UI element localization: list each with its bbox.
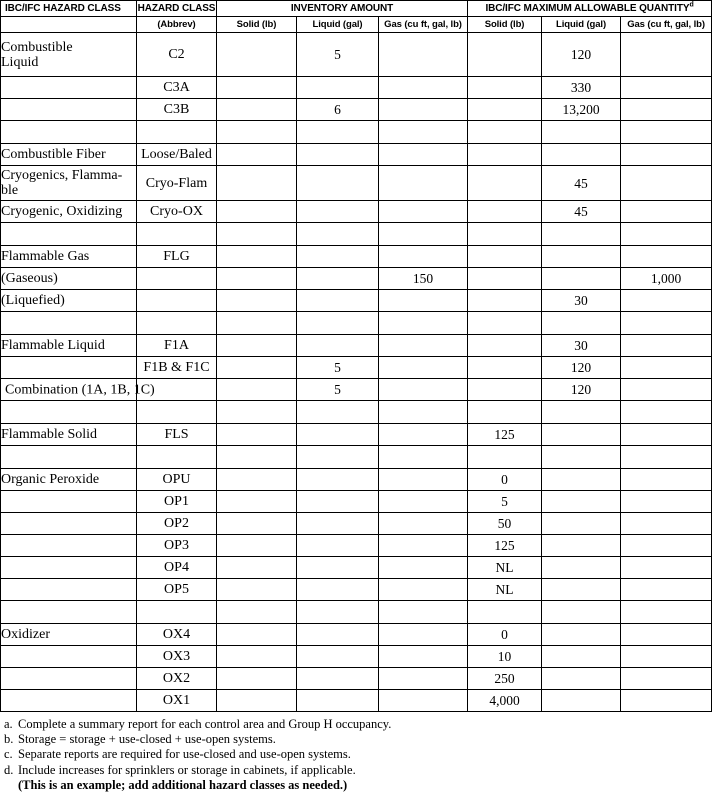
cell-maq-gas xyxy=(621,144,712,166)
cell-maq-solid: 125 xyxy=(468,535,542,557)
cell-inventory-gas xyxy=(379,469,468,491)
cell-inventory-gas xyxy=(379,246,468,268)
cell-inventory-solid xyxy=(217,513,297,535)
cell-inventory-liquid xyxy=(297,469,379,491)
table-row xyxy=(1,121,712,144)
footnote-marker: c. xyxy=(4,747,13,762)
cell-maq-solid: 0 xyxy=(468,469,542,491)
table-row xyxy=(1,201,712,223)
cell-maq-gas xyxy=(621,557,712,579)
cell-maq-liquid xyxy=(542,601,621,624)
cell-inventory-solid xyxy=(217,223,297,246)
cell-hazard-class: (Gaseous) xyxy=(1,268,137,290)
cell-inventory-solid xyxy=(217,401,297,424)
cell-abbrev xyxy=(137,401,217,424)
cell-hazard-class xyxy=(1,513,137,535)
cell-inventory-solid xyxy=(217,357,297,379)
footnote-text: Separate reports are required for use-closed and use-open systems. xyxy=(18,747,351,762)
cell-inventory-liquid xyxy=(297,624,379,646)
cell-abbrev: C3B xyxy=(137,99,217,121)
cell-inventory-liquid xyxy=(297,401,379,424)
cell-inventory-liquid xyxy=(297,579,379,601)
subheader-maq-gas: Gas (cu ft, gal, lb) xyxy=(621,17,712,33)
table-row xyxy=(1,646,712,668)
table-row xyxy=(1,535,712,557)
table-row xyxy=(1,357,712,379)
cell-hazard-class xyxy=(1,401,137,424)
cell-maq-gas xyxy=(621,491,712,513)
cell-abbrev: OX3 xyxy=(137,646,217,668)
cell-inventory-solid xyxy=(217,491,297,513)
cell-inventory-solid xyxy=(217,290,297,312)
cell-maq-solid xyxy=(468,379,542,401)
cell-maq-liquid: 13,200 xyxy=(542,99,621,121)
cell-maq-liquid xyxy=(542,557,621,579)
cell-abbrev xyxy=(137,121,217,144)
header-hazard-class: HAZARD CLASS xyxy=(137,1,217,17)
cell-maq-gas xyxy=(621,601,712,624)
cell-inventory-liquid xyxy=(297,223,379,246)
cell-maq-gas xyxy=(621,446,712,469)
cell-inventory-liquid xyxy=(297,77,379,99)
cell-maq-solid: 5 xyxy=(468,491,542,513)
cell-inventory-solid xyxy=(217,312,297,335)
cell-maq-gas xyxy=(621,646,712,668)
table-row xyxy=(1,246,712,268)
table-row xyxy=(1,446,712,469)
cell-inventory-liquid: 5 xyxy=(297,357,379,379)
cell-hazard-class xyxy=(1,491,137,513)
cell-maq-liquid: 30 xyxy=(542,335,621,357)
cell-maq-liquid xyxy=(542,535,621,557)
cell-inventory-gas xyxy=(379,99,468,121)
footnote-marker: a. xyxy=(4,717,13,731)
cell-hazard-class: Oxidizer xyxy=(1,624,137,646)
cell-inventory-solid xyxy=(217,77,297,99)
cell-inventory-liquid xyxy=(297,312,379,335)
cell-inventory-gas xyxy=(379,357,468,379)
cell-inventory-gas xyxy=(379,401,468,424)
cell-maq-liquid xyxy=(542,513,621,535)
cell-inventory-liquid xyxy=(297,121,379,144)
cell-inventory-liquid xyxy=(297,166,379,201)
cell-maq-solid xyxy=(468,357,542,379)
footnote-item xyxy=(4,747,712,762)
cell-hazard-class: Combustible Liquid xyxy=(1,33,137,77)
cell-inventory-solid xyxy=(217,469,297,491)
cell-inventory-gas xyxy=(379,513,468,535)
table-row xyxy=(1,557,712,579)
cell-maq-gas xyxy=(621,121,712,144)
table-row xyxy=(1,223,712,246)
cell-maq-liquid: 45 xyxy=(542,166,621,201)
table-row xyxy=(1,268,712,290)
cell-abbrev: OP1 xyxy=(137,491,217,513)
cell-inventory-liquid xyxy=(297,535,379,557)
cell-maq-solid xyxy=(468,121,542,144)
cell-hazard-class-label: Combination (1A, 1B, 1C) xyxy=(5,382,155,397)
cell-inventory-solid xyxy=(217,379,297,401)
cell-abbrev: C3A xyxy=(137,77,217,99)
cell-maq-gas xyxy=(621,201,712,223)
cell-inventory-liquid xyxy=(297,491,379,513)
footnote-text: Complete a summary report for each control area and Group H occupancy. xyxy=(18,717,392,731)
footnote-item xyxy=(4,778,712,793)
cell-inventory-gas xyxy=(379,446,468,469)
cell-maq-gas xyxy=(621,401,712,424)
cell-inventory-solid xyxy=(217,121,297,144)
cell-inventory-gas xyxy=(379,535,468,557)
table-row xyxy=(1,335,712,357)
cell-maq-solid xyxy=(468,446,542,469)
footnote-item xyxy=(4,763,712,778)
table-row xyxy=(1,424,712,446)
cell-inventory-gas xyxy=(379,144,468,166)
cell-maq-solid xyxy=(468,166,542,201)
cell-hazard-class xyxy=(1,601,137,624)
cell-inventory-solid xyxy=(217,268,297,290)
cell-hazard-class: Cryogenics, Flamma- ble xyxy=(1,166,137,201)
cell-hazard-class xyxy=(1,357,137,379)
subheader-abbrev: (Abbrev) xyxy=(137,17,217,33)
cell-maq-solid xyxy=(468,290,542,312)
cell-abbrev: OX2 xyxy=(137,668,217,690)
cell-inventory-liquid xyxy=(297,335,379,357)
cell-inventory-gas: 150 xyxy=(379,268,468,290)
cell-inventory-gas xyxy=(379,379,468,401)
cell-maq-solid xyxy=(468,77,542,99)
cell-abbrev: OP3 xyxy=(137,535,217,557)
cell-maq-gas xyxy=(621,379,712,401)
cell-maq-liquid xyxy=(542,668,621,690)
cell-maq-liquid: 120 xyxy=(542,357,621,379)
cell-maq-solid xyxy=(468,201,542,223)
table-row xyxy=(1,290,712,312)
cell-hazard-class xyxy=(1,223,137,246)
cell-maq-gas xyxy=(621,223,712,246)
cell-inventory-gas xyxy=(379,312,468,335)
cell-maq-solid: 10 xyxy=(468,646,542,668)
cell-maq-liquid xyxy=(542,246,621,268)
cell-hazard-class xyxy=(1,77,137,99)
footnote-item xyxy=(4,717,712,732)
cell-hazard-class xyxy=(1,690,137,712)
cell-abbrev xyxy=(137,290,217,312)
cell-maq-solid: 0 xyxy=(468,624,542,646)
cell-maq-liquid xyxy=(542,469,621,491)
cell-inventory-solid xyxy=(217,246,297,268)
cell-maq-solid: 50 xyxy=(468,513,542,535)
cell-inventory-solid xyxy=(217,624,297,646)
table-row xyxy=(1,144,712,166)
cell-maq-solid xyxy=(468,99,542,121)
cell-inventory-solid xyxy=(217,601,297,624)
table-row xyxy=(1,379,712,401)
header-ibc-hazard-class: IBC/IFC HAZARD CLASS xyxy=(1,1,137,17)
cell-abbrev: F1A xyxy=(137,335,217,357)
cell-abbrev: FLG xyxy=(137,246,217,268)
cell-abbrev: OX4 xyxy=(137,624,217,646)
cell-inventory-liquid xyxy=(297,144,379,166)
cell-hazard-class: Flammable Liquid xyxy=(1,335,137,357)
cell-abbrev xyxy=(137,268,217,290)
cell-abbrev: OPU xyxy=(137,469,217,491)
table-row xyxy=(1,99,712,121)
table-header xyxy=(1,1,712,33)
cell-inventory-gas xyxy=(379,601,468,624)
footnote-text: (This is an example; add additional hazard classes as needed.) xyxy=(18,777,348,792)
cell-hazard-class xyxy=(1,646,137,668)
cell-maq-solid xyxy=(468,144,542,166)
cell-maq-liquid: 30 xyxy=(542,290,621,312)
cell-maq-liquid xyxy=(542,312,621,335)
cell-hazard-class: (Liquefied) xyxy=(1,290,137,312)
cell-maq-liquid xyxy=(542,268,621,290)
cell-hazard-class xyxy=(1,668,137,690)
cell-abbrev: Cryo-OX xyxy=(137,201,217,223)
cell-inventory-gas xyxy=(379,121,468,144)
cell-maq-gas xyxy=(621,246,712,268)
cell-inventory-solid xyxy=(217,579,297,601)
cell-maq-liquid xyxy=(542,579,621,601)
footnote-marker: b. xyxy=(4,732,14,747)
header-inventory-amount: INVENTORY AMOUNT xyxy=(217,1,468,17)
cell-inventory-gas xyxy=(379,33,468,77)
cell-inventory-liquid xyxy=(297,290,379,312)
cell-maq-liquid xyxy=(542,491,621,513)
cell-inventory-liquid xyxy=(297,246,379,268)
cell-inventory-solid xyxy=(217,424,297,446)
cell-maq-solid: 125 xyxy=(468,424,542,446)
cell-maq-liquid: 120 xyxy=(542,379,621,401)
cell-inventory-liquid xyxy=(297,690,379,712)
cell-maq-solid: 250 xyxy=(468,668,542,690)
cell-inventory-gas xyxy=(379,335,468,357)
cell-inventory-solid xyxy=(217,446,297,469)
cell-maq-liquid xyxy=(542,646,621,668)
cell-hazard-class: Cryogenic, Oxidizing xyxy=(1,201,137,223)
cell-inventory-solid xyxy=(217,646,297,668)
cell-inventory-liquid xyxy=(297,513,379,535)
cell-maq-liquid xyxy=(542,121,621,144)
cell-maq-liquid: 120 xyxy=(542,33,621,77)
cell-abbrev: OP2 xyxy=(137,513,217,535)
cell-abbrev: OP5 xyxy=(137,579,217,601)
cell-inventory-gas xyxy=(379,77,468,99)
cell-inventory-gas xyxy=(379,223,468,246)
cell-maq-gas xyxy=(621,535,712,557)
cell-inventory-solid xyxy=(217,690,297,712)
footnote-text: Storage = storage + use-closed + use-open systems. xyxy=(18,732,276,747)
cell-inventory-gas xyxy=(379,646,468,668)
subheader-inventory-gas: Gas (cu ft, gal, lb) xyxy=(379,17,468,33)
cell-inventory-liquid xyxy=(297,557,379,579)
cell-maq-gas xyxy=(621,469,712,491)
footnote-text: Include increases for sprinklers or storage in cabinets, if applicable. xyxy=(18,762,356,777)
cell-maq-solid xyxy=(468,312,542,335)
cell-inventory-gas xyxy=(379,424,468,446)
table-row xyxy=(1,77,712,99)
cell-maq-gas xyxy=(621,290,712,312)
cell-hazard-class xyxy=(1,557,137,579)
cell-hazard-class xyxy=(1,121,137,144)
cell-hazard-class xyxy=(1,535,137,557)
cell-abbrev: FLS xyxy=(137,424,217,446)
table-row xyxy=(1,33,712,77)
cell-inventory-gas xyxy=(379,668,468,690)
table-row xyxy=(1,491,712,513)
cell-maq-gas xyxy=(621,335,712,357)
cell-inventory-solid xyxy=(217,335,297,357)
cell-maq-gas xyxy=(621,357,712,379)
cell-maq-solid: NL xyxy=(468,557,542,579)
cell-maq-liquid xyxy=(542,144,621,166)
cell-maq-gas xyxy=(621,77,712,99)
header-maq-footnote-marker: d xyxy=(689,1,694,9)
cell-hazard-class: Flammable Solid xyxy=(1,424,137,446)
cell-maq-gas xyxy=(621,690,712,712)
cell-abbrev: OX1 xyxy=(137,690,217,712)
cell-inventory-gas xyxy=(379,491,468,513)
cell-maq-liquid xyxy=(542,424,621,446)
cell-inventory-liquid xyxy=(297,601,379,624)
cell-hazard-class xyxy=(1,312,137,335)
cell-abbrev: Cryo-Flam xyxy=(137,166,217,201)
subheader-maq-solid: Solid (lb) xyxy=(468,17,542,33)
cell-inventory-liquid xyxy=(297,646,379,668)
cell-maq-gas: 1,000 xyxy=(621,268,712,290)
table-row xyxy=(1,601,712,624)
cell-abbrev xyxy=(137,312,217,335)
cell-abbrev xyxy=(137,601,217,624)
cell-maq-gas xyxy=(621,312,712,335)
cell-abbrev: F1B & F1C xyxy=(137,357,217,379)
cell-inventory-gas xyxy=(379,557,468,579)
footnote-marker: d. xyxy=(4,762,14,777)
cell-inventory-liquid xyxy=(297,446,379,469)
cell-abbrev: OP4 xyxy=(137,557,217,579)
cell-maq-liquid: 330 xyxy=(542,77,621,99)
cell-hazard-class: Combustible Fiber xyxy=(1,144,137,166)
cell-maq-gas xyxy=(621,424,712,446)
cell-maq-gas xyxy=(621,579,712,601)
subheader-inventory-liquid: Liquid (gal) xyxy=(297,17,379,33)
table-row xyxy=(1,624,712,646)
table-body xyxy=(1,33,712,712)
table-row xyxy=(1,690,712,712)
cell-maq-gas xyxy=(621,99,712,121)
cell-inventory-liquid xyxy=(297,424,379,446)
cell-hazard-class xyxy=(1,379,155,401)
table-row xyxy=(1,312,712,335)
table-row xyxy=(1,513,712,535)
cell-maq-solid xyxy=(468,335,542,357)
subheader-inventory-solid: Solid (lb) xyxy=(217,17,297,33)
table-row xyxy=(1,166,712,201)
cell-inventory-gas xyxy=(379,201,468,223)
cell-maq-liquid xyxy=(542,223,621,246)
cell-inventory-solid xyxy=(217,535,297,557)
cell-inventory-solid xyxy=(217,201,297,223)
table-row xyxy=(1,401,712,424)
cell-inventory-solid xyxy=(217,144,297,166)
cell-inventory-liquid: 6 xyxy=(297,99,379,121)
cell-maq-gas xyxy=(621,33,712,77)
cell-maq-liquid: 45 xyxy=(542,201,621,223)
cell-abbrev: Loose/Baled xyxy=(137,144,217,166)
table-row xyxy=(1,579,712,601)
cell-maq-solid xyxy=(468,246,542,268)
cell-maq-gas xyxy=(621,624,712,646)
cell-hazard-class xyxy=(1,446,137,469)
header-row-sub xyxy=(1,17,712,33)
cell-maq-solid xyxy=(468,601,542,624)
footnotes xyxy=(0,717,712,793)
subheader-blank xyxy=(1,17,137,33)
cell-maq-solid xyxy=(468,268,542,290)
header-maq-text: IBC/IFC MAXIMUM ALLOWABLE QUANTITY xyxy=(485,3,690,14)
header-row-group xyxy=(1,1,712,17)
cell-hazard-class xyxy=(1,579,137,601)
cell-inventory-solid xyxy=(217,557,297,579)
table-row xyxy=(1,668,712,690)
cell-inventory-liquid: 5 xyxy=(297,33,379,77)
cell-hazard-class: Organic Peroxide xyxy=(1,469,137,491)
cell-maq-liquid xyxy=(542,624,621,646)
cell-abbrev xyxy=(137,223,217,246)
cell-maq-solid xyxy=(468,223,542,246)
header-maximum-allowable-quantity xyxy=(468,1,712,17)
cell-hazard-class xyxy=(1,99,137,121)
cell-maq-gas xyxy=(621,166,712,201)
cell-inventory-solid xyxy=(217,33,297,77)
cell-abbrev: C2 xyxy=(137,33,217,77)
cell-maq-liquid xyxy=(542,690,621,712)
cell-inventory-solid xyxy=(217,166,297,201)
cell-maq-solid xyxy=(468,401,542,424)
cell-inventory-gas xyxy=(379,690,468,712)
cell-inventory-liquid: 5 xyxy=(297,379,379,401)
cell-inventory-solid xyxy=(217,668,297,690)
cell-abbrev xyxy=(137,446,217,469)
subheader-maq-liquid: Liquid (gal) xyxy=(542,17,621,33)
footnote-item xyxy=(4,732,712,747)
cell-inventory-gas xyxy=(379,290,468,312)
cell-maq-solid: NL xyxy=(468,579,542,601)
cell-maq-solid: 4,000 xyxy=(468,690,542,712)
cell-maq-gas xyxy=(621,513,712,535)
cell-inventory-solid xyxy=(217,99,297,121)
cell-maq-gas xyxy=(621,668,712,690)
cell-inventory-gas xyxy=(379,579,468,601)
cell-inventory-liquid xyxy=(297,201,379,223)
table-row xyxy=(1,469,712,491)
cell-inventory-liquid xyxy=(297,668,379,690)
cell-maq-liquid xyxy=(542,401,621,424)
cell-hazard-class: Flammable Gas xyxy=(1,246,137,268)
cell-inventory-liquid xyxy=(297,268,379,290)
cell-maq-liquid xyxy=(542,446,621,469)
cell-inventory-gas xyxy=(379,624,468,646)
cell-maq-solid xyxy=(468,33,542,77)
cell-inventory-gas xyxy=(379,166,468,201)
